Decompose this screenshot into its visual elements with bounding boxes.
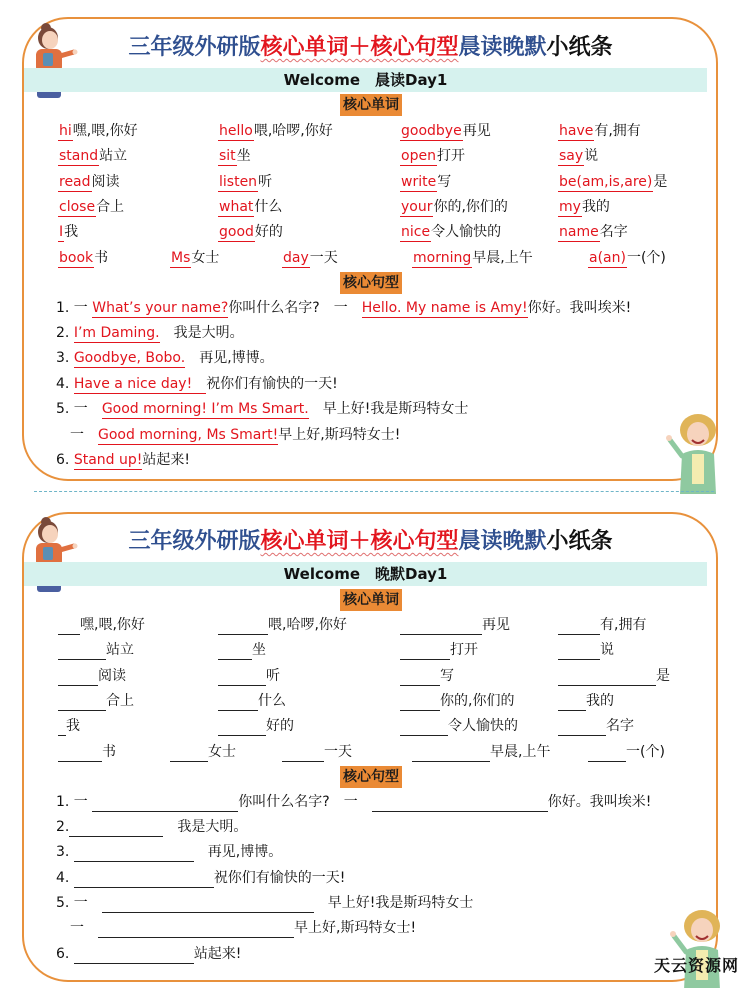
answer-blank[interactable] — [58, 746, 102, 762]
vocab-blank-item — [588, 742, 665, 762]
vocab-blank-item — [58, 640, 134, 660]
sentence-chinese: 你叫什么名字? 一 — [228, 300, 362, 316]
vocab-chinese: 写 — [440, 668, 454, 684]
vocab-chinese: 女士 — [208, 744, 236, 760]
vocab-chinese: 嘿,喂,你好 — [72, 123, 138, 139]
sentence-chinese: 再见,博博。 — [185, 350, 274, 366]
vocab-blank-item — [170, 742, 236, 762]
vocab-chinese: 书 — [94, 250, 109, 266]
vocab-item — [218, 121, 333, 141]
answer-blank[interactable] — [98, 922, 294, 938]
vocab-blank-item — [400, 691, 514, 711]
sentence-number: 一 — [56, 920, 98, 936]
vocab-chinese: 说 — [600, 642, 614, 658]
answer-blank[interactable] — [74, 872, 214, 888]
vocab-blank-item — [558, 716, 634, 736]
girl-illustration-icon — [664, 410, 728, 494]
answer-blank[interactable] — [218, 720, 266, 736]
vocab-item — [218, 146, 251, 166]
vocab-item — [58, 121, 138, 141]
sentence-chinese: 站起来! — [193, 946, 242, 962]
vocab-blank-item — [400, 615, 510, 635]
answer-blank[interactable] — [74, 948, 194, 964]
vocab-chinese: 我的 — [581, 199, 610, 215]
vocab-item — [400, 121, 491, 141]
vocab-blank-item — [218, 691, 286, 711]
answer-blank[interactable] — [282, 746, 324, 762]
answer-blank[interactable] — [218, 670, 266, 686]
answer-blank[interactable] — [102, 897, 314, 913]
vocab-chinese: 我 — [64, 224, 79, 240]
sentence-number: 2. — [56, 819, 70, 835]
vocab-item — [558, 146, 598, 166]
vocab-english: your — [401, 199, 433, 215]
vocab-item — [558, 121, 641, 141]
vocab-blank-item — [558, 691, 614, 711]
welcome-bar: Welcome 晨读Day1 — [24, 68, 707, 92]
sentence-chinese: 早上好,斯玛特女士! — [294, 920, 417, 936]
welcome-bar: Welcome 晚默Day1 — [24, 562, 707, 586]
sentence-number: 6. — [56, 452, 74, 468]
sentence-item — [56, 323, 244, 343]
vocab-english: day — [283, 250, 309, 266]
vocab-chinese: 喂,哈啰,你好 — [268, 617, 347, 633]
vocab-chinese: 什么 — [254, 199, 283, 215]
vocab-chinese: 坐 — [252, 642, 266, 658]
vocab-english: goodbye — [401, 123, 462, 139]
title-grade: 三年级外研版 — [128, 529, 261, 554]
answer-blank[interactable] — [588, 746, 626, 762]
vocab-chinese: 站立 — [99, 148, 128, 164]
vocab-item — [170, 248, 219, 268]
vocab-blank-item — [218, 666, 280, 686]
vocab-item — [588, 248, 666, 268]
sentence-chinese: 我是大明。 — [163, 819, 248, 835]
sentence-english: Stand up! — [73, 452, 143, 468]
sentence-chinese: 早上好,斯玛特女士! — [278, 427, 401, 443]
answer-blank[interactable] — [69, 821, 163, 837]
sentence-english: I’m Daming. — [73, 325, 160, 341]
sentence-number: 5. 一 — [56, 401, 102, 417]
vocab-chinese: 再见 — [482, 617, 510, 633]
sentence-item — [56, 450, 190, 470]
vocab-item — [412, 248, 533, 268]
page-title — [0, 524, 741, 555]
vocab-blank-item — [282, 742, 352, 762]
sentence-chinese: 再见,博博。 — [193, 844, 283, 860]
vocab-blank-item — [558, 666, 670, 686]
vocab-chinese: 坐 — [236, 148, 251, 164]
vocab-blank-item — [218, 716, 294, 736]
vocab-chinese: 什么 — [258, 693, 286, 709]
vocab-english: be(am,is,are) — [559, 174, 653, 190]
vocab-item — [58, 248, 108, 268]
vocab-chinese: 是 — [653, 174, 668, 190]
sentence-number: 1. 一 — [56, 300, 93, 316]
vocab-english: close — [59, 199, 96, 215]
answer-blank[interactable] — [400, 644, 450, 660]
vocab-chinese: 书 — [102, 744, 116, 760]
title-reading: 晨读晚默 — [458, 529, 547, 554]
vocab-chinese: 合上 — [106, 693, 134, 709]
vocab-item — [282, 248, 338, 268]
vocab-item — [558, 172, 667, 192]
vocab-section-tag: 核心单词 — [340, 94, 402, 116]
sentence-chinese: 你好。我叫埃米! — [527, 300, 632, 316]
vocab-item — [558, 222, 628, 242]
vocab-english: my — [559, 199, 581, 215]
vocab-english: what — [219, 199, 254, 215]
sentence-chinese: 站起来! — [142, 452, 190, 468]
sentence-number: 5. 一 — [56, 895, 102, 911]
sentence-item — [56, 374, 338, 394]
sentence-number: 3. — [56, 844, 74, 860]
sentence-blank-item — [56, 918, 416, 938]
vocab-item — [218, 222, 283, 242]
title-core: 核心单词＋核心句型 — [260, 35, 459, 60]
vocab-english: nice — [401, 224, 431, 240]
answer-blank[interactable] — [92, 796, 238, 812]
vocab-chinese: 合上 — [96, 199, 125, 215]
vocab-blank-item — [58, 691, 134, 711]
vocab-chinese: 一(个) — [626, 744, 665, 760]
vocab-english: open — [401, 148, 436, 164]
vocab-item — [558, 197, 610, 217]
vocab-english: have — [559, 123, 594, 139]
vocab-english: hi — [59, 123, 72, 139]
sentence-section-tag: 核心句型 — [340, 272, 402, 294]
sentence-number: 一 — [56, 427, 98, 443]
vocab-blank-item — [412, 742, 550, 762]
sentence-blank-item — [56, 868, 345, 888]
vocab-chinese: 打开 — [450, 642, 478, 658]
sentence-blank-item — [56, 792, 651, 812]
vocab-english: book — [59, 250, 94, 266]
sentence-chinese: 你叫什么名字? 一 — [238, 794, 372, 810]
sentence-number: 3. — [56, 350, 74, 366]
vocab-chinese: 你的,你们的 — [433, 199, 508, 215]
sentence-english: Good morning, Ms Smart! — [98, 427, 279, 443]
vocab-item — [58, 222, 78, 242]
sentence-blank-item — [56, 817, 247, 837]
sentence-number: 4. — [56, 376, 74, 392]
sentence-english: Good morning! I’m Ms Smart. — [101, 401, 309, 417]
vocab-chinese: 有,拥有 — [600, 617, 647, 633]
vocab-item — [58, 172, 120, 192]
vocab-blank-item — [400, 716, 518, 736]
answer-blank[interactable] — [558, 720, 606, 736]
vocab-chinese: 听 — [266, 668, 280, 684]
answer-blank[interactable] — [558, 644, 600, 660]
vocab-chinese: 阅读 — [91, 174, 120, 190]
answer-blank[interactable] — [400, 619, 482, 635]
vocab-chinese: 好的 — [266, 718, 294, 734]
sentence-item — [56, 399, 468, 419]
sentence-blank-item — [56, 842, 282, 862]
title-grade: 三年级外研版 — [128, 35, 261, 60]
vocab-english: Ms — [171, 250, 191, 266]
vocab-chinese: 一天 — [309, 250, 338, 266]
vocab-chinese: 是 — [656, 668, 670, 684]
sentence-number: 1. 一 — [56, 794, 93, 810]
vocab-blank-item — [558, 615, 646, 635]
vocab-chinese: 名字 — [599, 224, 628, 240]
card-divider — [34, 491, 714, 492]
vocab-chinese: 你的,你们的 — [440, 693, 515, 709]
vocab-item — [218, 172, 272, 192]
vocab-english: stand — [59, 148, 99, 164]
vocab-english: a(an) — [589, 250, 626, 266]
sentence-english: Have a nice day! — [73, 376, 207, 392]
vocab-chinese: 我的 — [586, 693, 614, 709]
vocab-blank-item — [218, 615, 347, 635]
sentence-blank-item — [56, 944, 241, 964]
vocab-item — [400, 222, 501, 242]
vocab-item — [58, 146, 127, 166]
vocab-blank-item — [558, 640, 614, 660]
sentence-english: Goodbye, Bobo. — [73, 350, 186, 366]
vocab-chinese: 阅读 — [98, 668, 126, 684]
watermark: 天云资源网 — [653, 956, 739, 975]
vocab-english: name — [559, 224, 599, 240]
vocab-chinese: 站立 — [106, 642, 134, 658]
answer-blank[interactable] — [58, 670, 98, 686]
sentence-chinese: 你好。我叫埃米! — [547, 794, 652, 810]
vocab-english: morning — [413, 250, 472, 266]
vocab-blank-item — [58, 666, 126, 686]
vocab-chinese: 早晨,上午 — [472, 250, 533, 266]
vocab-english: sit — [219, 148, 236, 164]
sentence-english: Hello. My name is Amy! — [361, 300, 528, 316]
title-note: 小纸条 — [546, 35, 613, 60]
vocab-blank-item — [58, 742, 116, 762]
answer-blank[interactable] — [558, 619, 600, 635]
vocab-chinese: 名字 — [606, 718, 634, 734]
vocab-section-tag: 核心单词 — [340, 589, 402, 611]
vocab-english: listen — [219, 174, 258, 190]
answer-blank[interactable] — [58, 644, 106, 660]
sentence-chinese: 祝你们有愉快的一天! — [206, 376, 338, 392]
vocab-chinese: 听 — [258, 174, 273, 190]
answer-blank[interactable] — [372, 796, 548, 812]
answer-blank[interactable] — [218, 619, 268, 635]
vocab-chinese: 喂,哈啰,你好 — [253, 123, 333, 139]
title-core: 核心单词＋核心句型 — [260, 529, 459, 554]
answer-blank[interactable] — [58, 695, 106, 711]
answer-blank[interactable] — [74, 846, 194, 862]
vocab-item — [400, 172, 451, 192]
vocab-chinese: 嘿,喂,你好 — [80, 617, 145, 633]
vocab-blank-item — [400, 640, 478, 660]
answer-blank[interactable] — [218, 695, 258, 711]
answer-blank[interactable] — [412, 746, 490, 762]
vocab-chinese: 再见 — [462, 123, 491, 139]
answer-blank[interactable] — [558, 670, 656, 686]
vocab-english: read — [59, 174, 91, 190]
vocab-chinese: 说 — [584, 148, 599, 164]
sentence-section-tag: 核心句型 — [340, 766, 402, 788]
answer-blank[interactable] — [218, 644, 252, 660]
vocab-chinese: 早晨,上午 — [490, 744, 551, 760]
vocab-blank-item — [218, 640, 266, 660]
title-note: 小纸条 — [546, 529, 613, 554]
answer-blank[interactable] — [400, 695, 440, 711]
sentence-chinese: 早上好!我是斯玛特女士 — [308, 401, 469, 417]
sentence-item — [56, 425, 400, 445]
sentence-number: 2. — [56, 325, 74, 341]
page-title — [0, 30, 741, 61]
vocab-chinese: 有,拥有 — [594, 123, 641, 139]
vocab-chinese: 写 — [437, 174, 452, 190]
answer-blank[interactable] — [400, 670, 440, 686]
sentence-chinese: 早上好!我是斯玛特女士 — [313, 895, 474, 911]
vocab-blank-item — [400, 666, 454, 686]
vocab-english: good — [219, 224, 254, 240]
vocab-item — [58, 197, 124, 217]
vocab-blank-item — [58, 615, 145, 635]
vocab-item — [218, 197, 282, 217]
vocab-chinese: 我 — [66, 718, 80, 734]
vocab-english: say — [559, 148, 584, 164]
vocab-english: I — [59, 224, 64, 240]
vocab-chinese: 女士 — [191, 250, 220, 266]
title-reading: 晨读晚默 — [458, 35, 547, 60]
vocab-item — [400, 146, 465, 166]
sentence-number: 6. — [56, 946, 74, 962]
answer-blank[interactable] — [170, 746, 208, 762]
answer-blank[interactable] — [58, 619, 80, 635]
answer-blank[interactable] — [558, 695, 586, 711]
sentence-blank-item — [56, 893, 473, 913]
vocab-english: write — [401, 174, 437, 190]
vocab-chinese: 一(个) — [626, 250, 666, 266]
sentence-chinese: 祝你们有愉快的一天! — [213, 870, 346, 886]
answer-blank[interactable] — [400, 720, 448, 736]
vocab-item — [400, 197, 508, 217]
sentence-english: What’s your name? — [92, 300, 229, 316]
vocab-chinese: 令人愉快的 — [431, 224, 502, 240]
sentence-item — [56, 298, 631, 318]
sentence-number: 4. — [56, 870, 74, 886]
answer-blank[interactable] — [58, 720, 66, 736]
vocab-chinese: 令人愉快的 — [448, 718, 518, 734]
vocab-chinese: 好的 — [254, 224, 283, 240]
vocab-english: hello — [219, 123, 253, 139]
sentence-item — [56, 348, 274, 368]
vocab-chinese: 打开 — [436, 148, 465, 164]
sentence-chinese: 我是大明。 — [159, 325, 244, 341]
vocab-blank-item — [58, 716, 80, 736]
vocab-chinese: 一天 — [324, 744, 352, 760]
